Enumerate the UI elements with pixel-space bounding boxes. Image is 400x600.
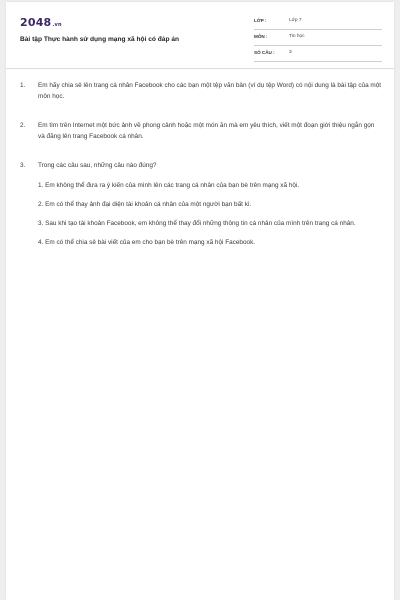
question-item bbox=[20, 120, 382, 142]
question-item bbox=[20, 80, 382, 102]
meta-value: 3 bbox=[289, 50, 292, 55]
document-page bbox=[6, 2, 394, 600]
answer-options bbox=[38, 180, 382, 248]
question-text: Em tìm trên Internet một bức ảnh về phong cảnh hoặc một món ăn mà em yêu thích, viết một đoạn giới thiệu ngắn gọn và đăng lên trang Facebook cá nhân. bbox=[38, 122, 375, 140]
question-text: Trong các câu sau, những câu nào đúng? bbox=[38, 162, 157, 169]
answer-option: 2. Em có thể thay ảnh đại diện tài khoản cá nhân của một người bạn bất kì. bbox=[38, 201, 252, 208]
question-item bbox=[20, 160, 382, 248]
document-header bbox=[6, 2, 394, 69]
answer-option: 4. Em có thể chia sẻ bài viết của em cho bạn bè trên mạng xã hội Facebook. bbox=[38, 239, 256, 246]
question-list bbox=[20, 80, 382, 266]
site-logo[interactable] bbox=[20, 16, 62, 29]
meta-label: SỐ CÂU : bbox=[254, 50, 275, 55]
question-number: 2. bbox=[20, 122, 26, 129]
meta-label: MÔN : bbox=[254, 34, 268, 39]
meta-value: Tin học bbox=[289, 34, 305, 39]
logo-text: 2048 bbox=[20, 16, 52, 29]
question-number: 3. bbox=[20, 162, 26, 169]
document-title: Bài tập Thực hành sử dụng mạng xã hội có đáp án bbox=[20, 36, 180, 43]
meta-row-class bbox=[254, 15, 382, 30]
document-meta bbox=[254, 15, 382, 63]
answer-option: 3. Sau khi tạo tài khoản Facebook, em không thể thay đổi những thông tin cá nhân của mình trên trang cá nhân. bbox=[38, 220, 356, 227]
meta-row-subject bbox=[254, 31, 382, 46]
answer-option: 1. Em không thể đưa ra ý kiến của mình lên các trang cá nhân của bạn bè trên mạng xã hội. bbox=[38, 182, 300, 189]
meta-row-question-count bbox=[254, 47, 382, 62]
meta-value: Lớp 7 bbox=[289, 18, 302, 23]
question-number: 1. bbox=[20, 82, 26, 89]
logo-suffix: .vn bbox=[52, 22, 62, 28]
question-text: Em hãy chia sẻ lên trang cá nhân Facebook cho các bạn một tệp văn bản (ví dụ tệp Word) có nội dung là bài tập của một môn học. bbox=[38, 82, 382, 100]
meta-label: LỚP : bbox=[254, 18, 267, 23]
